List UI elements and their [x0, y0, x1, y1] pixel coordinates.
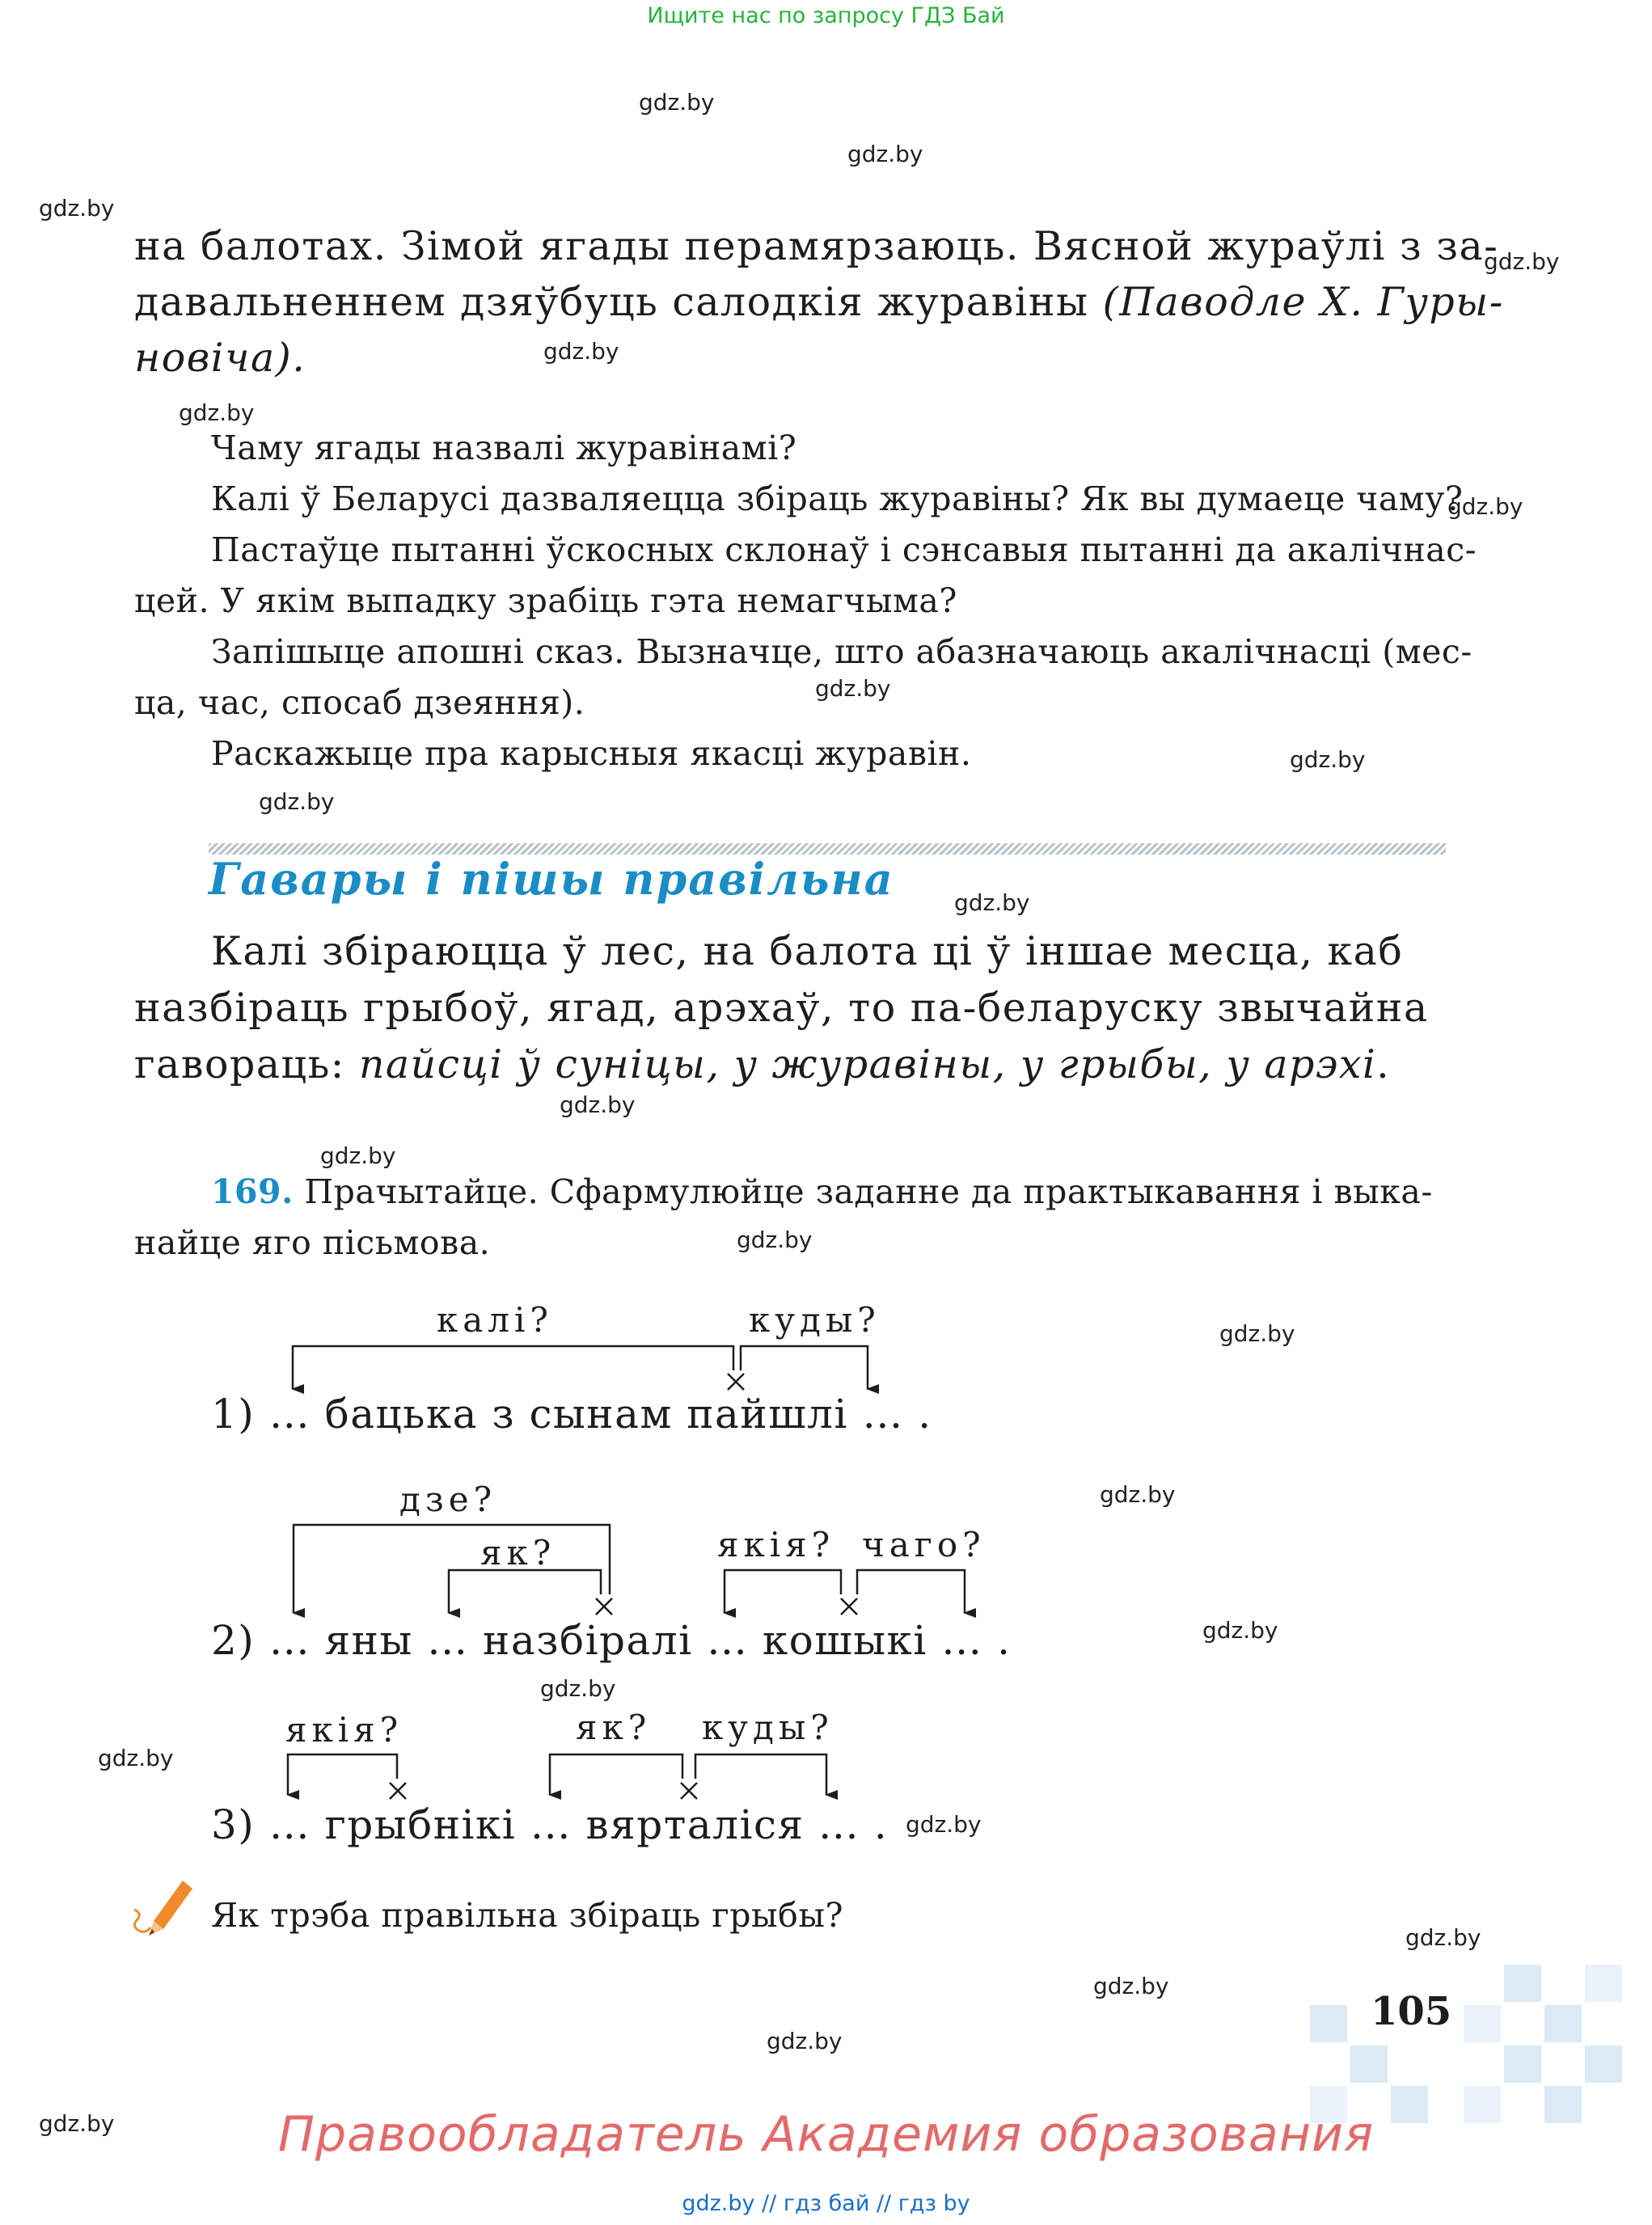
question-label-what: чаго?: [862, 1525, 986, 1564]
watermark: gdz.by: [767, 2028, 843, 2054]
question-text: ца, час, спосаб дзеяння).: [134, 683, 585, 722]
question-text: цей. У якім выпадку зрабіць гэта немагчыма?: [134, 581, 957, 620]
question-label-when: калі?: [437, 1300, 553, 1340]
watermark: gdz.by: [954, 889, 1030, 916]
watermark: gdz.by: [1100, 1481, 1176, 1508]
diagram-sentence-1: 1) … бацька з сынам пайшлі … .: [211, 1391, 932, 1438]
diagram-sentence-3: 3) … грыбнікі … вярталіся … .: [211, 1801, 889, 1848]
watermark: gdz.by: [906, 1811, 982, 1838]
question-text: Пастаўце пытанні ўскосных склонаў і сэнсавыя пытанні да акалічнас-: [211, 530, 1477, 569]
bottom-links[interactable]: gdz.by // гдз бай // гдз by: [682, 2191, 970, 2216]
watermark: gdz.by: [98, 1745, 174, 1771]
watermark: gdz.by: [847, 141, 923, 167]
question-label-where-to: куды?: [702, 1708, 834, 1747]
rule-text-plain: гавораць:: [134, 1041, 359, 1087]
question-label-which: якія?: [285, 1710, 403, 1750]
watermark: gdz.by: [1093, 1973, 1169, 1999]
watermark: gdz.by: [320, 1142, 396, 1169]
question-text: Калі ў Беларусі дазваляецца збіраць журавіны? Як вы думаеце чаму?: [211, 479, 1464, 518]
watermark: gdz.by: [543, 338, 619, 365]
question-text: Чаму ягады назвалі журавінамі?: [211, 429, 797, 467]
watermark: gdz.by: [815, 675, 891, 702]
watermark: gdz.by: [540, 1675, 616, 1702]
pencil-icon: [129, 1874, 196, 1939]
paragraph-text: давальненнем дзяўбуць салодкія журавіны: [134, 279, 1103, 325]
exercise-text: найце яго пісьмова.: [134, 1223, 491, 1262]
question-label-where: дзе?: [399, 1480, 497, 1519]
rule-text: назбіраць грыбоў, ягад, арэхаў, то па-беларуску звычайна: [134, 985, 1429, 1031]
watermark: gdz.by: [179, 399, 255, 426]
source-citation: новіча).: [134, 335, 306, 381]
copyright-footer: Правообладатель Академия образования: [277, 2106, 1375, 2163]
final-question: Як трэба правільна збіраць грыбы?: [211, 1896, 843, 1935]
paragraph-line: на балотах. Зімой ягады перамярзаюць. Вясной жураўлі з за-: [134, 223, 1499, 269]
rule-text: гавораць: пайсці ў суніцы, у журавіны, у грыбы, у арэхі.: [134, 1041, 1391, 1087]
watermark: gdz.by: [639, 89, 715, 116]
watermark: gdz.by: [1219, 1320, 1295, 1347]
source-citation: (Паводле Х. Гуры-: [1102, 279, 1504, 325]
question-label-where-to: куды?: [749, 1300, 881, 1340]
exercise-number: 169.: [211, 1172, 294, 1211]
watermark: gdz.by: [1447, 493, 1523, 520]
question-label-how: як?: [576, 1708, 652, 1747]
question-label-which: якія?: [717, 1525, 835, 1564]
watermark: gdz.by: [560, 1091, 636, 1118]
diagram-sentence-2: 2) … яны … назбіралі … кошыкі … .: [211, 1617, 1012, 1664]
watermark: gdz.by: [1202, 1617, 1278, 1644]
watermark: gdz.by: [737, 1226, 813, 1253]
watermark: gdz.by: [259, 788, 335, 815]
watermark: gdz.by: [1484, 248, 1560, 275]
rule-text: Калі збіраюцца ў лес, на балота ці ў іншае месца, каб: [211, 928, 1404, 974]
watermark: gdz.by: [39, 2110, 115, 2137]
watermark: gdz.by: [39, 195, 115, 222]
watermark: gdz.by: [1405, 1924, 1481, 1951]
exercise-heading: 169. Прачытайце. Сфармулюйце заданне да практыкавання і выка-: [211, 1172, 1433, 1211]
page-number: 105: [1371, 1989, 1452, 2034]
question-label-how: як?: [480, 1533, 556, 1573]
rule-examples: пайсці ў суніцы, у журавіны, у грыбы, у арэхі: [358, 1041, 1377, 1087]
top-banner[interactable]: Ищите нас по запросу ГДЗ Бай: [647, 3, 1005, 28]
question-text: Раскажыце пра карысныя якасці журавін.: [211, 734, 972, 773]
section-heading: Гавары і пішы правільна: [209, 853, 894, 905]
question-text: Запішыце апошні сказ. Вызначце, што абазначаюць акалічнасці (мес-: [211, 632, 1472, 671]
watermark: gdz.by: [1290, 746, 1366, 773]
